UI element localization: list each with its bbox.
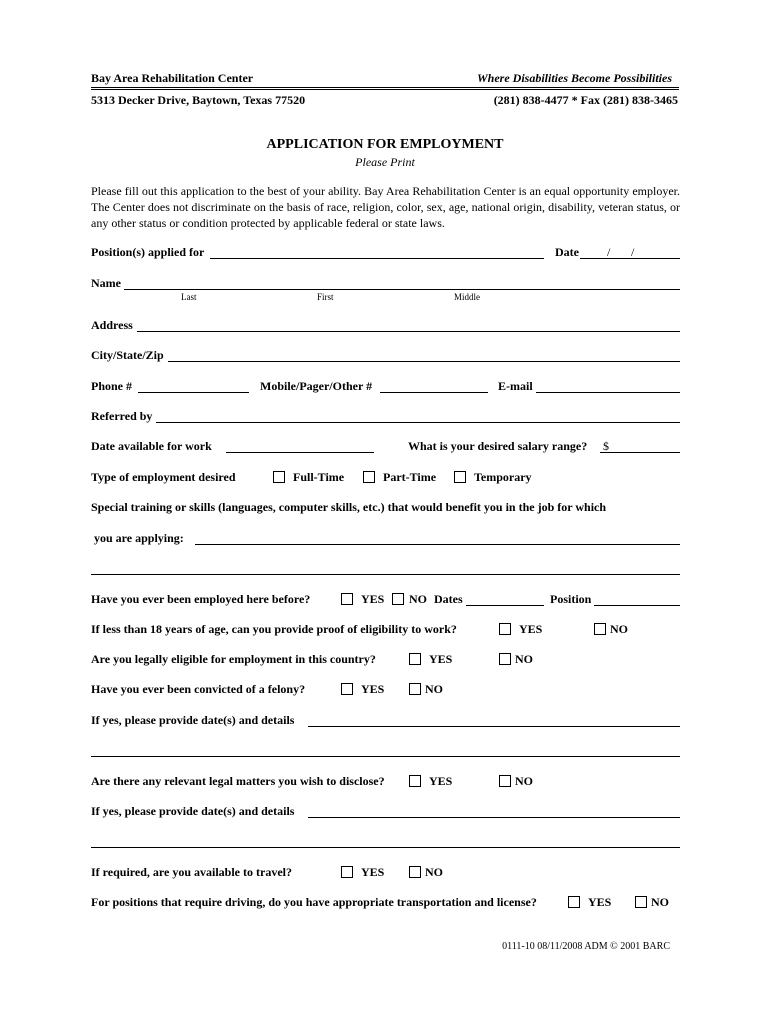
special-training-label: Special training or skills (languages, computer skills, etc.) that would benefit you in the job for which [91,500,607,514]
org-phone-fax: (281) 838-4477 * Fax (281) 838-3465 [493,93,678,107]
legally-eligible-label: Are you legally eligible for employment in this country? [91,652,376,666]
salary-label: What is your desired salary range? [408,439,588,453]
date-available-label: Date available for work [91,439,212,453]
date-separator: / [607,245,611,259]
date-field[interactable] [580,258,680,259]
org-address: 5313 Decker Drive, Baytown, Texas 77520 [91,93,306,107]
phone-label: Phone # [91,379,133,393]
under-18-no-checkbox[interactable] [594,623,606,635]
city-field[interactable] [168,361,680,362]
felony-yes-checkbox[interactable] [341,683,353,695]
driving-no-checkbox[interactable] [635,896,647,908]
full-time-label: Full-Time [293,470,345,484]
travel-yes-checkbox[interactable] [341,866,353,878]
legal-matters-label: Are there any relevant legal matters you wish to disclose? [91,774,385,788]
travel-no-checkbox[interactable] [409,866,421,878]
travel-label: If required, are you available to travel? [91,865,292,879]
address-label: Address [91,318,133,332]
felony-no-checkbox[interactable] [409,683,421,695]
mobile-label: Mobile/Pager/Other # [260,379,373,393]
position-field[interactable] [210,258,544,259]
no-label: NO [409,592,427,606]
yes-label: YES [429,652,453,666]
legally-eligible-yes-checkbox[interactable] [409,653,421,665]
mobile-field[interactable] [380,392,488,393]
part-time-label: Part-Time [383,470,437,484]
previous-position-field[interactable] [594,605,680,606]
full-time-checkbox[interactable] [273,471,285,483]
name-first-caption: First [317,292,334,302]
employed-before-no-checkbox[interactable] [392,593,404,605]
date-label: Date [555,245,579,259]
driving-label: For positions that require driving, do you have appropriate transportation and license? [91,895,537,909]
form-footer-code: 0111-10 08/11/2008 ADM © 2001 BARC [502,941,670,952]
you-are-applying-label: you are applying: [94,531,184,545]
legal-details-field-2[interactable] [91,847,680,848]
referred-field[interactable] [156,422,680,423]
legally-eligible-no-checkbox[interactable] [499,653,511,665]
special-training-field-2[interactable] [91,574,680,575]
yes-label: YES [361,592,385,606]
tagline: Where Disabilities Become Possibilities [477,71,672,85]
felony-details-field[interactable] [308,726,680,727]
employed-before-label: Have you ever been employed here before? [91,592,311,606]
employment-type-label: Type of employment desired [91,470,236,484]
phone-field[interactable] [138,392,249,393]
salary-field[interactable] [600,452,680,453]
email-field[interactable] [536,392,680,393]
dates-label: Dates [434,592,463,606]
name-last-caption: Last [181,292,197,302]
referred-label: Referred by [91,409,153,423]
salary-symbol: $ [603,439,609,453]
felony-label: Have you ever been convicted of a felony? [91,682,306,696]
no-label: NO [515,652,533,666]
yes-label: YES [361,682,385,696]
yes-label: YES [361,865,385,879]
position-label: Position(s) applied for [91,245,205,259]
under-18-yes-checkbox[interactable] [499,623,511,635]
name-label: Name [91,276,121,290]
employed-before-yes-checkbox[interactable] [341,593,353,605]
yes-label: YES [429,774,453,788]
address-field[interactable] [137,331,680,332]
city-label: City/State/Zip [91,348,164,362]
felony-details-field-2[interactable] [91,756,680,757]
dates-field[interactable] [466,605,544,606]
no-label: NO [515,774,533,788]
header-rule [91,87,679,90]
yes-label: YES [519,622,543,636]
felony-details-label: If yes, please provide date(s) and details [91,713,295,727]
legal-matters-no-checkbox[interactable] [499,775,511,787]
email-label: E-mail [498,379,533,393]
temporary-checkbox[interactable] [454,471,466,483]
legal-matters-yes-checkbox[interactable] [409,775,421,787]
no-label: NO [651,895,669,909]
date-separator: / [631,245,635,259]
driving-yes-checkbox[interactable] [568,896,580,908]
name-field[interactable] [124,289,680,290]
legal-details-label: If yes, please provide date(s) and details [91,804,295,818]
org-name: Bay Area Rehabilitation Center [91,71,254,85]
part-time-checkbox[interactable] [363,471,375,483]
page-title: APPLICATION FOR EMPLOYMENT [266,137,504,152]
position-label-2: Position [550,592,592,606]
under-18-label: If less than 18 years of age, can you provide proof of eligibility to work? [91,622,457,636]
name-middle-caption: Middle [454,292,480,302]
no-label: NO [425,865,443,879]
yes-label: YES [588,895,612,909]
temporary-label: Temporary [474,470,532,484]
no-label: NO [425,682,443,696]
no-label: NO [610,622,628,636]
date-available-field[interactable] [226,452,374,453]
page-subtitle: Please Print [355,155,415,169]
intro-paragraph: Please fill out this application to the best of your ability. Bay Area Rehabilitation Center is an equal opportunity employer. The Center does not discriminate on the basis of race, religion, color, sex, age, national origin, disability, veteran status, or any other status or condition protected by applicable federal or state laws. [91,184,680,230]
special-training-field[interactable] [195,544,680,545]
legal-details-field[interactable] [308,817,680,818]
